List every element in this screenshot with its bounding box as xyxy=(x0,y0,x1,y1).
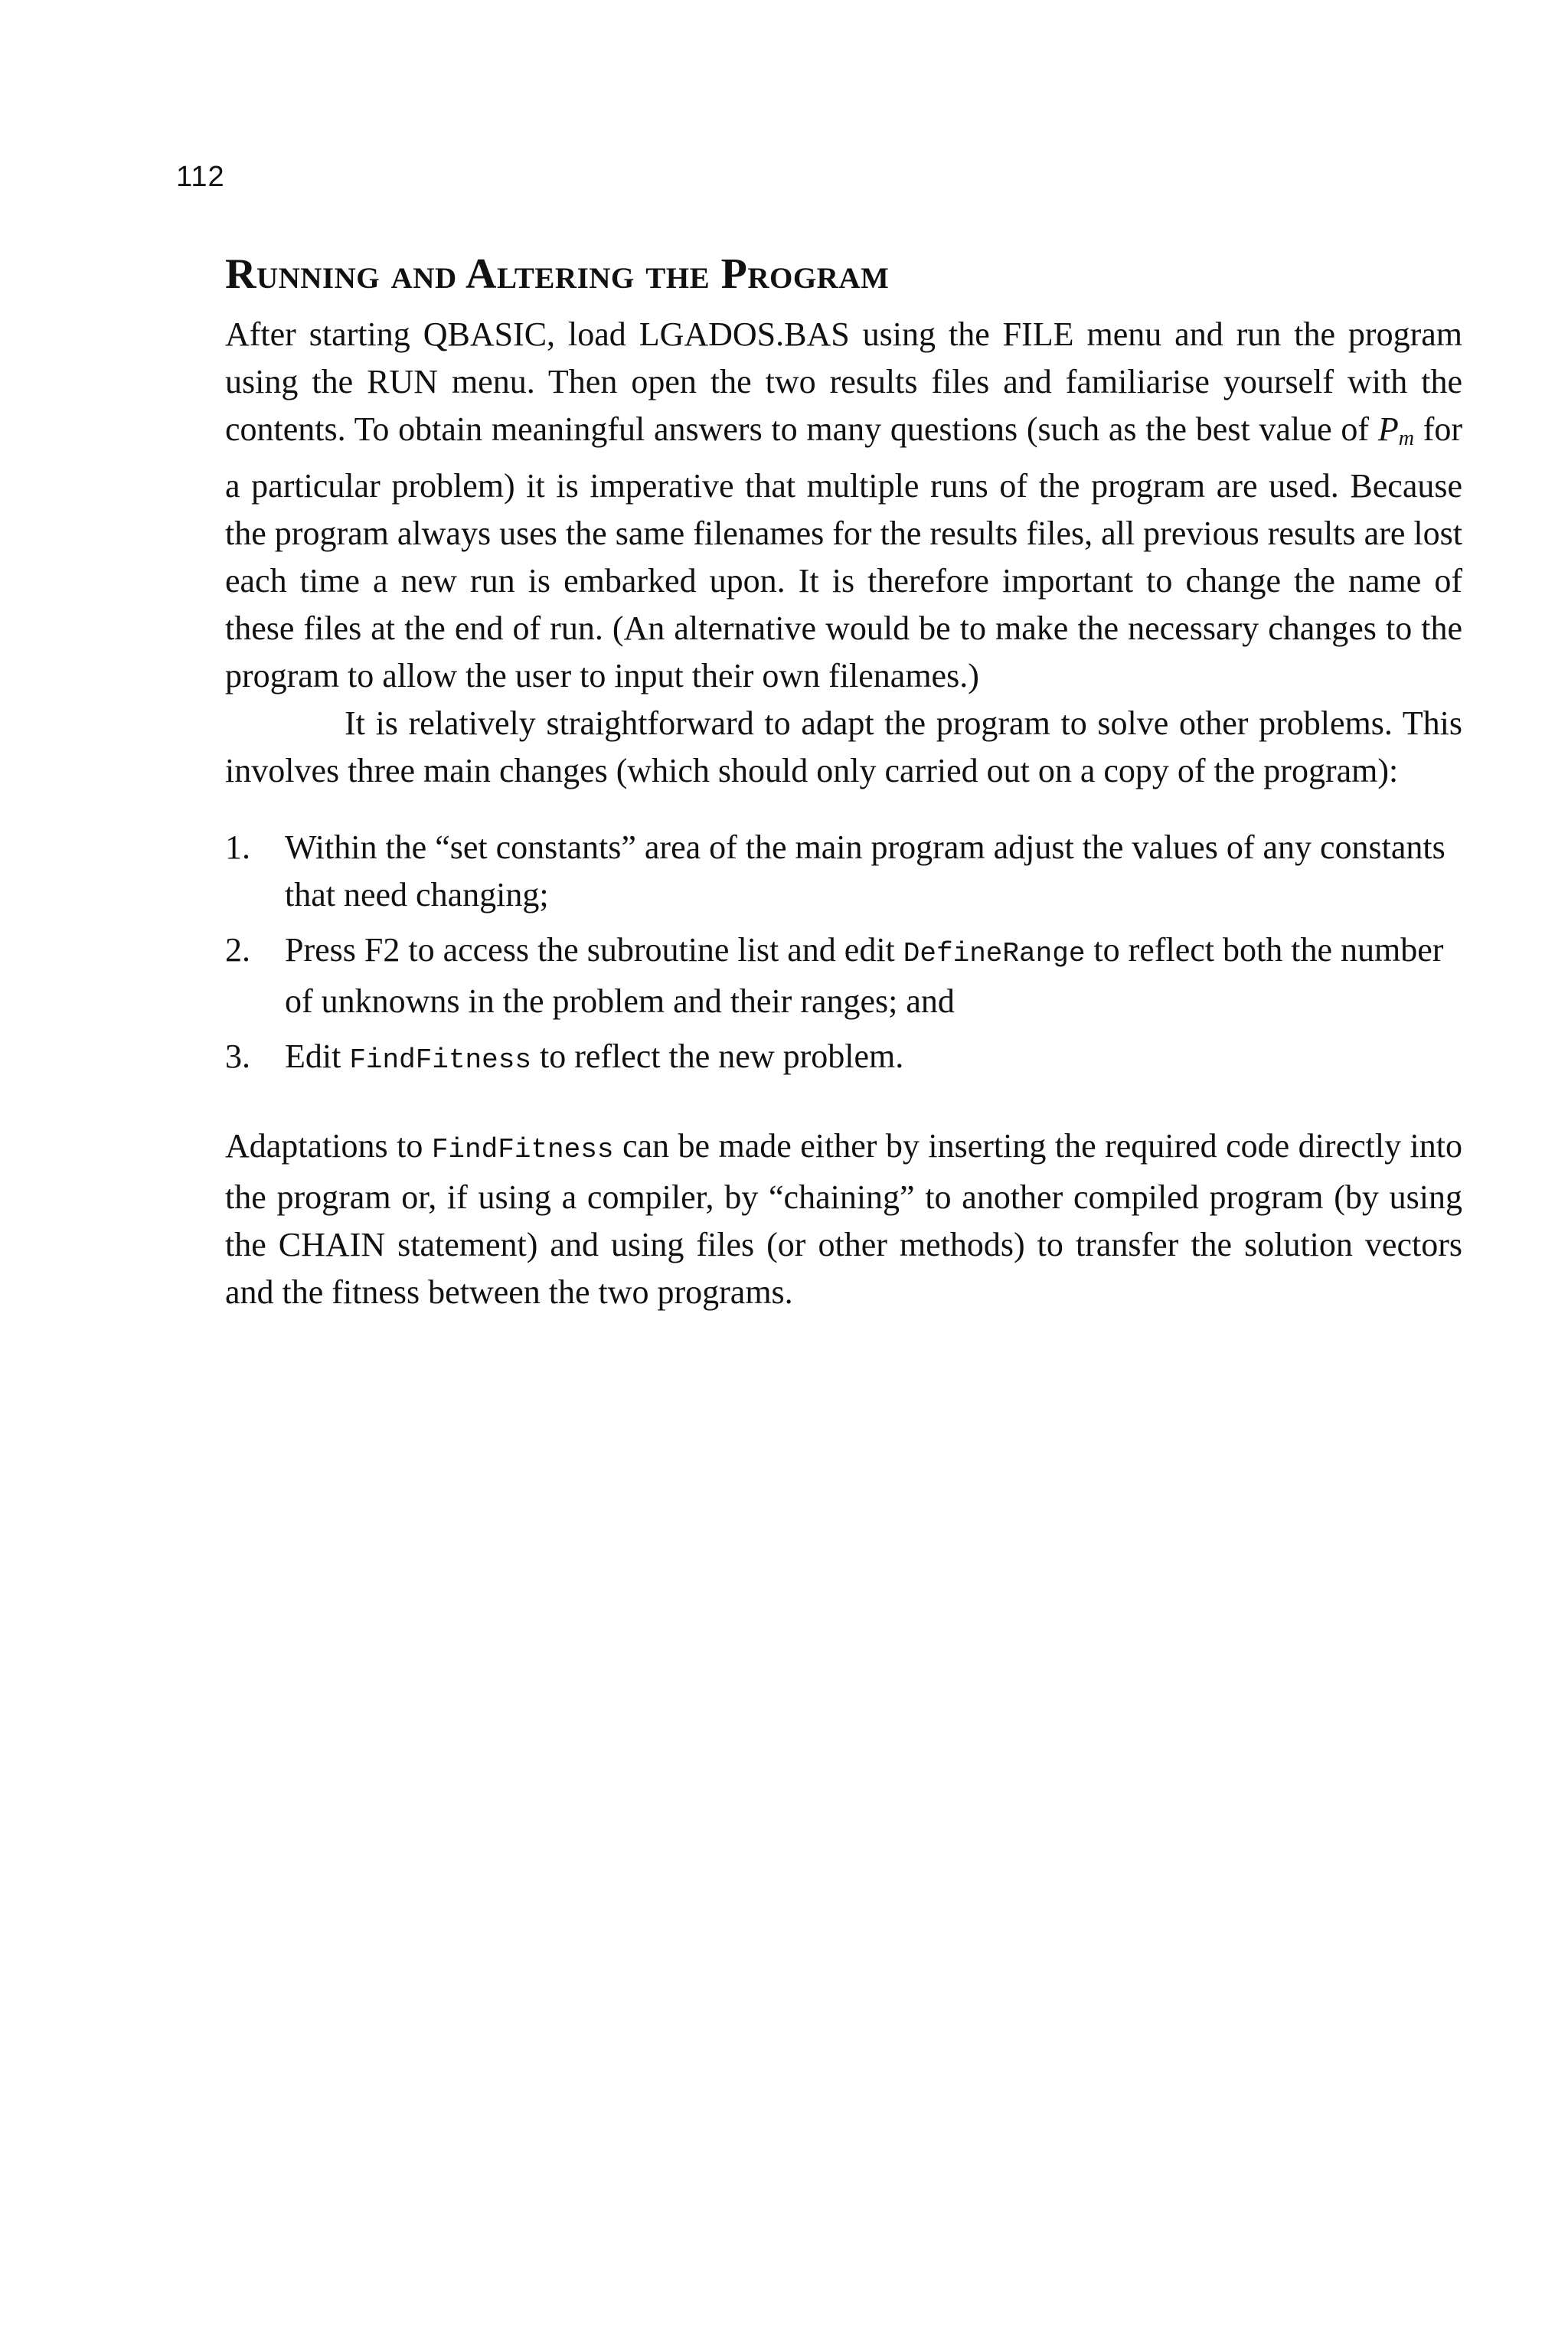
list-item xyxy=(225,926,1462,1025)
list-item xyxy=(225,1033,1462,1084)
paragraph-adapting-program: It is relatively straightforward to adapt the program to solve other problems. This involves three main changes (which should only carried out on a copy of the program): xyxy=(225,704,1462,789)
step-text: Edit xyxy=(285,1038,350,1075)
code-subroutine-name: FindFitness xyxy=(349,1044,531,1076)
list-item xyxy=(225,824,1462,919)
page-number: 112 xyxy=(176,161,225,193)
spacer xyxy=(225,1092,1462,1123)
mutation-probability-symbol: P xyxy=(1377,410,1399,448)
step-number: 1. xyxy=(225,828,250,866)
paragraph-running-program-text-start: After starting QBASIC, load LGADOS.BAS using the FILE menu and run the program using the RUN menu. Then open the two results files and familiarise yourself with the contents. To obtain meaningful answers to many questions (such as the best value of xyxy=(225,315,1462,448)
step-text: Within the “set constants” area of the main program adjust the values of any constants that need changing; xyxy=(285,828,1446,913)
page-content xyxy=(225,250,1463,1316)
paragraph-adaptations-text-end: can be made either by inserting the required code directly into the program or, if using a compiler, by “chaining” to another compiled program (by using the CHAIN statement) and using files (or other methods) to transfer the solution vectors and the fitness between the two programs. xyxy=(225,1127,1463,1311)
step-text-continued: to reflect both the number of unknowns in the problem and their ranges; and xyxy=(285,931,1444,1020)
mutation-probability-subscript: m xyxy=(1398,426,1414,450)
paragraph-adaptations-text-start: Adaptations to xyxy=(225,1127,432,1165)
section-heading: Running and Altering the Program xyxy=(225,250,890,298)
paragraph-adaptations xyxy=(225,1123,1462,1316)
step-text-continued: to reflect the new problem. xyxy=(531,1038,904,1075)
paragraph-running-program xyxy=(225,311,1462,700)
paragraph-running-program-text-end: for a particular problem) it is imperative that multiple runs of the program are used. Because the program always uses the same filenames for the results files, all previous results are lost each time a new run is embarked upon. It is therefore important to change the name of these files at the end of run. (An alternative would be to make the necessary changes to the program to allow the user to input their own filenames.) xyxy=(225,410,1462,694)
change-steps-list xyxy=(225,824,1462,1084)
step-number: 2. xyxy=(225,931,250,969)
step-text: Press F2 to access the subroutine list and edit xyxy=(285,931,903,969)
code-subroutine-name: FindFitness xyxy=(431,1134,614,1165)
code-subroutine-name: DefineRange xyxy=(903,938,1086,969)
step-number: 3. xyxy=(225,1038,250,1075)
